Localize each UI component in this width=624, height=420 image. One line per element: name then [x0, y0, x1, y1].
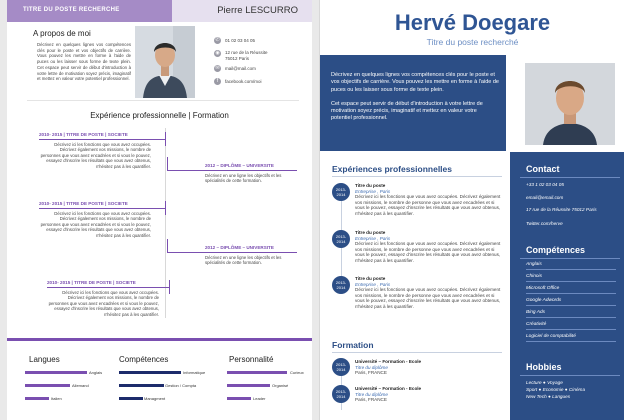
skill-bar [227, 397, 251, 400]
entry-title: Titre du poste [355, 276, 386, 281]
entry-text: Décrivez ici les fonctions que vous avez occupées. Décrivez également vos missions, le nombre de personne que vous avez encadrées et si vous le pouvez, essayez d'inscrire les résultats que vous avez obtenus, n'hésitez pas à les quantifier. [355, 241, 501, 263]
competences-heading: Compétences [526, 245, 586, 255]
phone-icon: ✆ [215, 37, 220, 43]
section-underline [332, 352, 502, 353]
timeline-heading: 2012 – DIPLÔME – UNIVERSITE [205, 245, 274, 250]
job-title: TITRE DU POSTE RECHERCHE [23, 7, 120, 13]
contact-phone: 01 02 03 04 05 [225, 38, 256, 43]
formation-entry [355, 359, 505, 376]
cv-left-page [7, 0, 312, 420]
year-badge: 2013- 2014 [332, 276, 350, 294]
entry-title: Titre du poste [355, 230, 386, 235]
langues-heading: Langues [29, 355, 60, 364]
timeline-bar [167, 170, 297, 171]
skill-bar [227, 384, 270, 387]
entry-title: Université – Formation - Ecole [355, 359, 422, 364]
timeline-entry [39, 132, 151, 170]
contact-twitter: Twitter.com/herve [526, 221, 563, 226]
contact-facebook: facebook.com/moi [225, 79, 262, 84]
hobbies-heading: Hobbies [526, 362, 562, 372]
timeline-text: Décrivez ici les fonctions que vous avez occupées. Décrivez également vos missions, le nombre de personnes que vous avez encadrées et si vous le pouvez, essayez d'inscrire les résultats que vous avez obtenus, n'hésitez pas à les quantifier. [40, 210, 151, 238]
skill-item: Bing Ads [526, 310, 546, 315]
timeline-text: Décrivez ici les fonctions que vous avez occupées. Décrivez également vos missions, le nombre de personnes que vous avez encadrées et si vous le pouvez, essayez d'inscrire les résultats que vous avez obtenus, n'hésitez pas à les quantifier. [40, 141, 151, 169]
skill-bar [227, 371, 287, 374]
personnalite-heading: Personnalité [229, 355, 274, 364]
year-badge: 2013- 2014 [332, 230, 350, 248]
cv-right-page [319, 0, 624, 420]
candidate-name: Pierre LESCURRO [217, 5, 298, 16]
contact-address: 17 rue de la Réussite 75012 Paris [526, 207, 597, 212]
year-badge: 2013- 2014 [332, 358, 350, 376]
skill-row [526, 319, 616, 330]
about-text [331, 72, 499, 123]
timeline-heading: 2010- 2015 | TITRE DE POSTE | SOCIETE [39, 132, 128, 137]
timeline-tick [167, 157, 168, 171]
skill-bar [119, 397, 143, 400]
timeline-bar [47, 287, 169, 288]
skill-label: Allemand [72, 383, 89, 388]
skill-row [526, 295, 616, 306]
entry-company: Entreprise , Paris [355, 188, 391, 194]
skill-row [526, 331, 616, 342]
contact-phone: +33 1 02 03 04 05 [526, 182, 564, 187]
skill-row [526, 259, 616, 270]
skill-bar [119, 371, 181, 374]
competences-heading: Compétences [119, 355, 169, 364]
year-badge: 2013- 2014 [332, 183, 350, 201]
skill-item: Anglais [526, 262, 542, 267]
skill-item: Chinois [526, 274, 542, 279]
cv-left-top-bar [7, 0, 312, 22]
skill-item: Logiciel de comptabilité [526, 334, 576, 339]
sidebar-divider [520, 375, 620, 376]
timeline-heading: 2010- 2015 | TITRE DE POSTE | SOCIETE [47, 280, 136, 285]
skill-label: Curieux [290, 370, 304, 375]
entry-diploma: Titre du diplôme [355, 391, 388, 397]
timeline-bar [39, 208, 165, 209]
location-icon: ◉ [215, 50, 220, 56]
formation-entry [355, 386, 505, 403]
section-underline [332, 176, 502, 177]
contact-heading: Contact [526, 164, 560, 174]
profile-photo [525, 63, 615, 145]
facebook-icon: f [214, 78, 221, 85]
entry-title: Université – Formation - Ecole [355, 386, 422, 391]
skill-row [526, 271, 616, 282]
skill-item: Google Adwords [526, 298, 562, 303]
timeline-bar [39, 139, 165, 140]
timeline-entry [47, 280, 159, 318]
entry-location: Paris, FRANCE [355, 397, 387, 403]
candidate-name: Hervé Doegare [394, 10, 551, 35]
entry-company: Entreprise , Paris [355, 235, 391, 241]
experience-entry [355, 276, 505, 310]
skill-label: Managment [144, 396, 166, 401]
entry-company: Entreprise , Paris [355, 281, 391, 287]
skill-label: Organisé [272, 383, 289, 388]
divider [27, 100, 299, 101]
timeline-tick [167, 239, 168, 253]
experience-entry [355, 230, 505, 264]
about-paragraph: Cet espace peut servir de début d'introduction à votre lettre de motivation soyez précis, imaginatif et mettez en valeur votre potentiel professionnel. [331, 100, 483, 122]
skills-footer [7, 338, 312, 420]
skill-label: Italien [51, 396, 62, 401]
skill-item: Microsoft Office [526, 286, 560, 291]
contact-email: mail@mail.com [225, 66, 256, 71]
contact-address: 12 rue de la Réussite 75012 Paris [225, 50, 268, 61]
timeline-tick [165, 201, 166, 215]
skill-bar [25, 397, 49, 400]
skill-row [526, 307, 616, 318]
skill-bar [119, 384, 164, 387]
timeline-tick [165, 132, 166, 146]
timeline-heading: 2010- 2015 | TITRE DE POSTE | SOCIETE [39, 201, 128, 206]
job-title: Titre du poste recherché [426, 37, 519, 47]
timeline-entry [205, 245, 300, 266]
mail-icon: ✉ [215, 65, 220, 71]
skill-bar [25, 384, 70, 387]
timeline-heading: 2012 – DIPLÔME – UNIVERSITE [205, 163, 274, 168]
timeline-entry [205, 163, 300, 184]
skill-item: Créativité [526, 322, 547, 327]
hobby-line: New Tech ● Langues [526, 394, 571, 399]
hobby-line: Sport ● Economie ● Cinéma [526, 387, 586, 392]
timeline-entry [39, 201, 151, 239]
entry-location: Paris, FRANCE [355, 370, 387, 376]
experience-entry [355, 183, 505, 217]
profile-photo-illustration [525, 63, 615, 145]
timeline-text: Décrivez ici les fonctions que vous avez occupées. Décrivez également vos missions, le nombre de personnes que vous avez encadrées et si vous le pouvez, essayez d'inscrire les résultats que vous avez obtenus, n'hésitez pas à les quantifier. [48, 289, 159, 317]
skill-label: Anglais [89, 370, 103, 375]
skill-label: Informatique [183, 370, 206, 375]
skill-row [526, 283, 616, 294]
profile-photo-illustration [135, 26, 195, 98]
sidebar-divider [520, 177, 620, 178]
formation-heading: Formation [332, 340, 374, 350]
skill-bar [25, 371, 87, 374]
timeline-tick [169, 280, 170, 294]
entry-text: Décrivez ici les fonctions que vous avez occupées. Décrivez également vos missions, le nombre de personne que vous avez encadrées et si vous le pouvez, essayez d'inscrire les résultats que vous avez obtenus, n'hésitez pas à les quantifier. [355, 194, 501, 216]
about-heading: A propos de moi [33, 29, 91, 38]
year-badge: 2013- 2014 [332, 385, 350, 403]
experiences-heading: Expériences professionnelles [332, 164, 452, 174]
entry-diploma: Titre du diplôme [355, 364, 388, 370]
hobby-line: Lecture ● Voyage [526, 380, 563, 385]
timeline-text: Décrivez en une ligne les objectifs et les spécialités de cette formation. [205, 254, 282, 266]
about-text: Décrivez en quelques lignes vos compétences clés pour le poste et vos objectifs de carrière. Vous pouvez les mettre en forme à l'aide de puces ou les laisser sous forme de texte plein. Cet espace peut servir de début d'introduction à votre lettre de motivation soyez précis, imaginatif et mettez en valeur votre potentiel professionnel. [37, 42, 131, 82]
timeline-line [165, 128, 166, 318]
profile-photo [135, 26, 195, 98]
experience-heading: Expérience professionnelle | Formation [90, 111, 229, 120]
entry-text: Décrivez ici les fonctions que vous avez occupées. Décrivez également vos missions, le nombre de personne que vous avez encadrées et si vous le pouvez, essayez d'inscrire les résultats que vous avez obtenus, n'hésitez pas à les quantifier. [355, 287, 501, 309]
contact-email: email@email.com [526, 195, 564, 200]
skill-label: Leader [253, 396, 266, 401]
timeline-text: Décrivez en une ligne les objectifs et les spécialités de cette formation. [205, 172, 282, 184]
timeline-bar [167, 252, 297, 253]
entry-title: Titre du poste [355, 183, 386, 188]
about-paragraph: Décrivez en quelques lignes vos compétences clés pour le poste et vos objectifs de carrière. Vous pouvez les mettre en forme à l'aide de puces ou les laisser sous forme de texte plein. [331, 72, 499, 93]
skill-label: Gestion / Compta [165, 383, 197, 388]
